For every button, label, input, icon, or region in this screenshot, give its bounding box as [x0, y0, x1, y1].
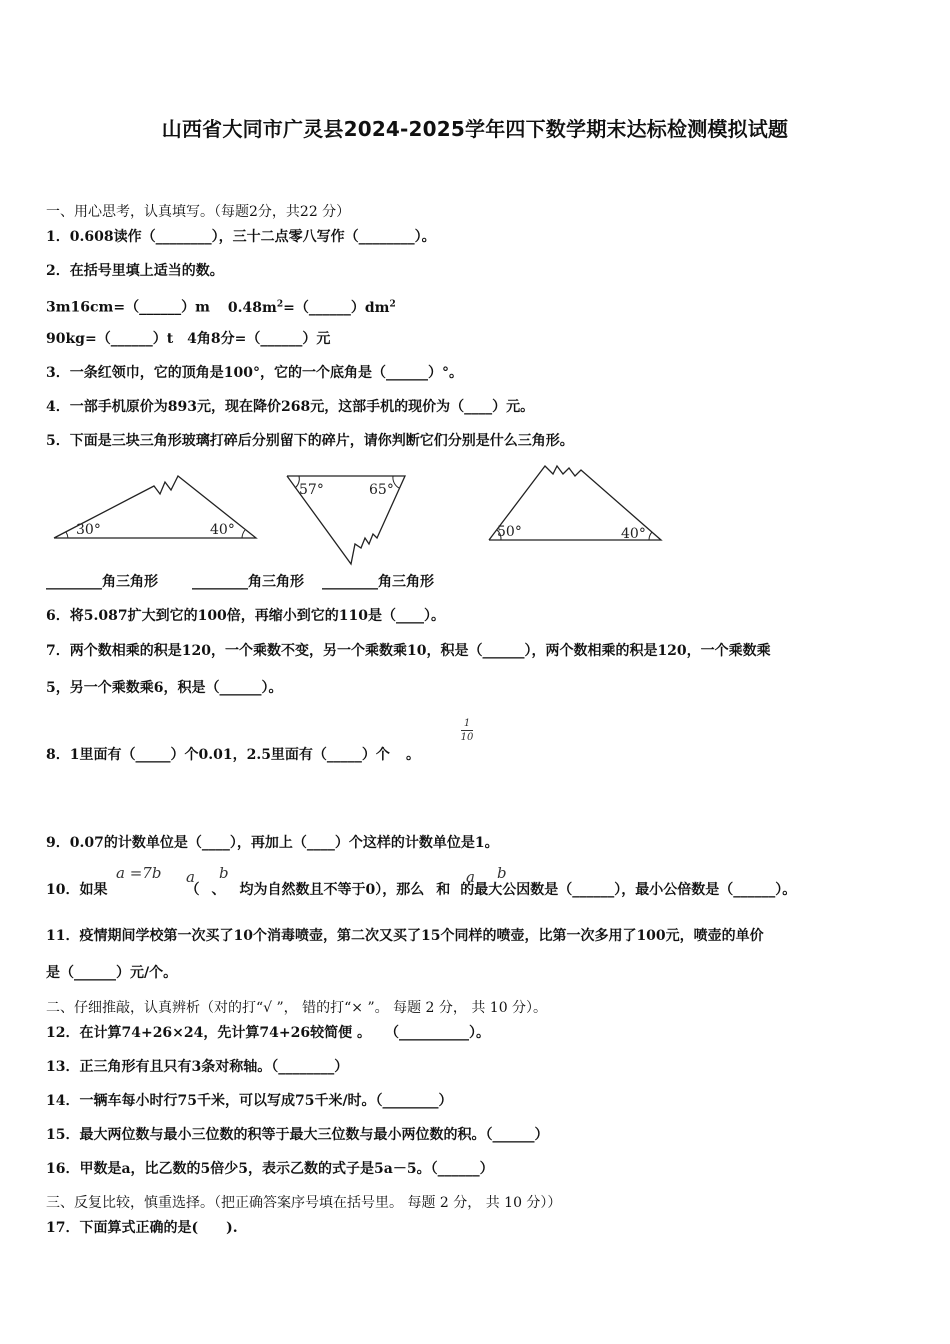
question-2-row-1	[46, 294, 396, 318]
angle-label-57: 57°	[299, 482, 324, 498]
question-1: 1．0.608读作（________），三十二点零八写作（________）。	[46, 229, 436, 245]
question-7-line-1: 7．两个数相乘的积是120，一个乘数不变，另一个乘数乘10，积是（______），两个数相乘的积是120，一个乘数乘	[46, 643, 771, 659]
triangle-answer-2: ________角三角形	[192, 574, 304, 590]
question-3: 3．一条红领巾，它的顶角是100°，它的一个底角是（______）°。	[46, 365, 463, 381]
angle-label-65: 65°	[369, 482, 394, 498]
triangle-fragment-1	[50, 470, 260, 542]
question-12: 12．在计算74+26×24，先计算74+26较简便 。 （__________）。	[46, 1025, 490, 1041]
question-15: 15．最大两位数与最小三位数的积等于最大三位数与最小两位数的积。（______）	[46, 1127, 549, 1143]
question-8: 8．1里面有（_____）个0.01，2.5里面有（_____）个 。	[46, 747, 420, 763]
question-2d: 4角8分=（______）元	[187, 331, 331, 347]
section-3-heading: 三、反复比较，慎重选择。（把正确答案序号填在括号里。 每题 2 分， 共 10 分））	[46, 1195, 562, 1211]
question-6: 6．将5.087扩大到它的100倍，再缩小到它的110是（____）。	[46, 608, 446, 624]
question-9: 9．0.07的计数单位是（____），再加上（____）个这样的计数单位是1。	[46, 835, 499, 851]
question-2-row-2	[46, 329, 330, 349]
triangle-fragment-3	[485, 462, 665, 544]
question-7-line-2: 5，另一个乘数乘6，积是（______）。	[46, 680, 283, 696]
question-11-line-2: 是（______）元/个。	[46, 965, 178, 981]
question-2: 2．在括号里填上适当的数。	[46, 263, 224, 279]
question-10: 10．如果 （ 、 均为自然数且不等于0），那么 和 的最大公因数是（______），最小公倍数是（______）。	[46, 882, 797, 898]
variable-a: a	[186, 868, 195, 886]
triangle-answer-3: ________角三角形	[322, 574, 434, 590]
variable-a-2: a	[466, 868, 475, 886]
question-14: 14．一辆车每小时行75千米，可以写成75千米/时。（________）	[46, 1093, 453, 1109]
fraction-one-tenth: 1 10	[460, 718, 474, 743]
variable-b-2: b	[497, 864, 507, 882]
triangle-answer-1: ________角三角形	[46, 574, 158, 590]
triangle-fragment-2	[285, 472, 410, 572]
variable-b: b	[219, 864, 229, 882]
question-11-line-1: 11．疫情期间学校第一次买了10个消毒喷壶，第二次又买了15个同样的喷壶，比第一次多用了100元，喷壶的单价	[46, 928, 764, 944]
question-13: 13．正三角形有且只有3条对称轴。（________）	[46, 1059, 349, 1075]
question-16: 16．甲数是a，比乙数的5倍少5，表示乙数的式子是5a－5。（______）	[46, 1161, 494, 1177]
angle-label-50: 50°	[497, 524, 522, 540]
angle-label-40: 40°	[210, 522, 235, 538]
page-title: 山西省大同市广灵县2024-2025学年四下数学期末达标检测模拟试题	[161, 117, 789, 141]
angle-label-30: 30°	[76, 522, 101, 538]
question-2a: 3m16cm=（______）m	[46, 299, 210, 316]
question-4: 4．一部手机原价为893元，现在降价268元，这部手机的现价为（____）元。	[46, 399, 535, 415]
section-1-heading: 一、用心思考，认真填写。（每题2分，共22 分）	[46, 204, 351, 220]
question-2b: $0.48m^2=(\_\_\_\_\_\_)dm^2$	[227, 299, 396, 316]
question-17: 17．下面算式正确的是( ).	[46, 1220, 238, 1236]
question-5-answers	[46, 572, 434, 592]
equation-a-equals-7b: a =7b	[116, 864, 162, 882]
angle-label-40b: 40°	[621, 526, 646, 542]
question-5: 5．下面是三块三角形玻璃打碎后分别留下的碎片，请你判断它们分别是什么三角形。	[46, 433, 574, 449]
section-2-heading: 二、仔细推敲，认真辨析（对的打“√ ”， 错的打“× ”。 每题 2 分， 共 10 分）。	[46, 1000, 548, 1016]
question-2c: 90kg=（______）t	[46, 331, 174, 347]
